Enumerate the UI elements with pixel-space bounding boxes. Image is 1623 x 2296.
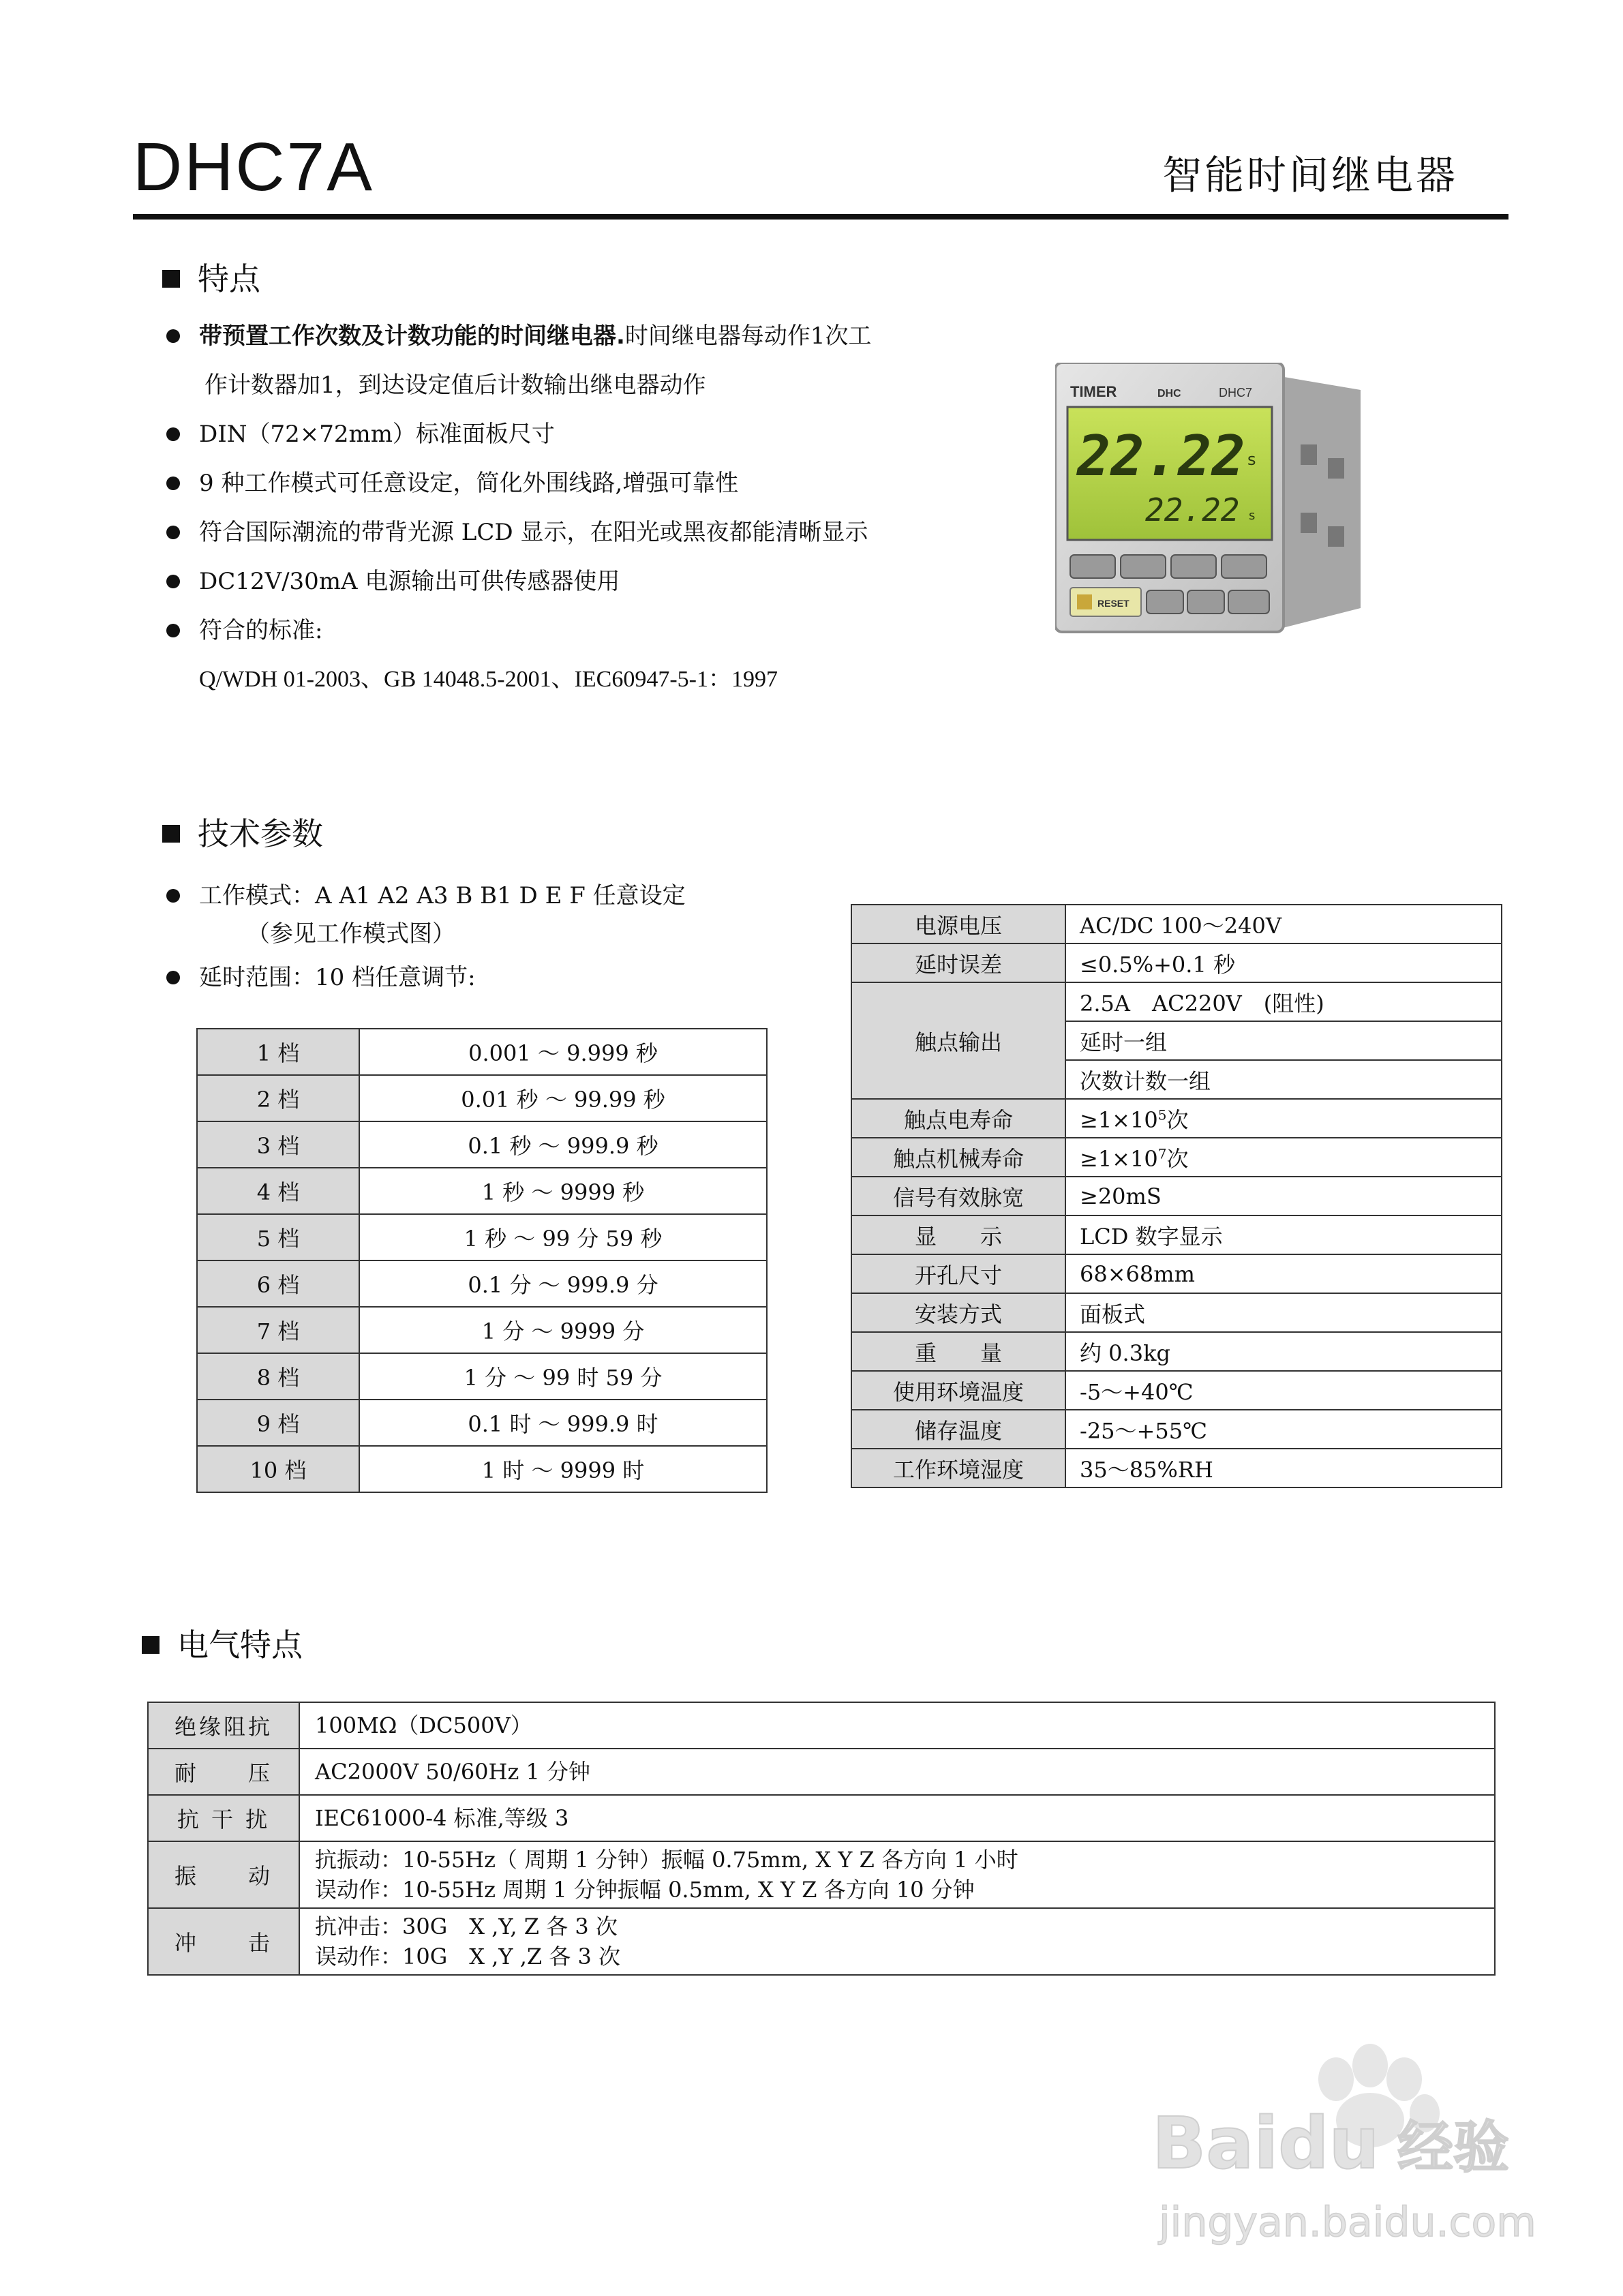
range-label: 3 档 [197,1121,359,1168]
bullet-dot-icon [166,329,180,343]
electrical-label: 抗 干 扰 [148,1795,299,1841]
feature-item-1-cont: 作计数器加1，到达设定值后计数输出继电器动作 [204,372,706,399]
range-row [197,1168,767,1214]
spec-row [851,1449,1502,1487]
header-divider [133,214,1508,220]
feature-item-2: DIN（72×72mm）标准面板尺寸 [199,421,555,448]
range-label: 2 档 [197,1075,359,1121]
spec-label: 储存温度 [851,1410,1065,1449]
reset-label: RESET [1097,598,1129,609]
range-row [197,1307,767,1353]
range-row [197,1446,767,1492]
range-value: 0.1 时 ～ 999.9 时 [359,1400,767,1446]
range-value: 0.1 秒 ～ 999.9 秒 [359,1121,767,1168]
device-model: DHC7 [1219,386,1253,399]
spec-row [851,1371,1502,1410]
electrical-value: IEC61000-4 标准,等级 3 [299,1795,1495,1841]
range-label: 10 档 [197,1446,359,1492]
spec-table [851,904,1502,1488]
spec-label: 安装方式 [851,1293,1065,1332]
range-row [197,1121,767,1168]
electrical-value: AC2000V 50/60Hz 1 分钟 [299,1749,1495,1795]
tech-heading [162,815,323,852]
features-heading [162,260,260,297]
range-value: 0.001 ～ 9.999 秒 [359,1029,767,1075]
bullet-dot-icon [166,477,180,490]
watermark-url: jingyan.baidu.com [1159,2199,1536,2246]
range-row [197,1400,767,1446]
range-label: 5 档 [197,1214,359,1260]
spec-value: $\ge 1\times 10^5$次 [1065,1099,1502,1138]
lcd-main-value: 22.22 [1077,424,1245,489]
range-value: 0.01 秒 ～ 99.99 秒 [359,1075,767,1121]
delay-range-table [196,1028,768,1493]
range-value: 1 秒 ～ 99 分 59 秒 [359,1214,767,1260]
electrical-heading [142,1629,303,1661]
range-row [197,1214,767,1260]
baidu-watermark [1132,2038,1541,2263]
bullet-dot-icon [166,526,180,539]
spec-value: 2.5A AC220V (阻性) [1065,982,1502,1021]
mode-note: （参见工作模式图） [247,920,455,948]
spec-value: -5～+40℃ [1065,1371,1502,1410]
spec-row [851,1254,1502,1293]
electrical-title: 电气特点 [177,1627,303,1663]
square-bullet-icon [162,825,180,843]
electrical-value: 抗冲击：30G X ,Y, Z 各 3 次 误动作：10G X ,Y ,Z 各 3 次 [299,1908,1495,1975]
spec-value: LCD 数字显示 [1065,1215,1502,1254]
spec-label: 信号有效脉宽 [851,1177,1065,1215]
feature-item-1: 带预置工作次数及计数功能的时间继电器.时间继电器每动作1次工 [199,322,872,350]
range-label: 4 档 [197,1168,359,1214]
square-bullet-icon [142,1636,160,1654]
bullet-dot-icon [166,889,180,903]
feature-item-4: 符合国际潮流的带背光源 LCD 显示，在阳光或黑夜都能清晰显示 [199,519,868,546]
spec-label: 使用环境温度 [851,1371,1065,1410]
spec-value: -25～+55℃ [1065,1410,1502,1449]
spec-label: 触点输出 [851,982,1065,1099]
spec-label: 电源电压 [851,905,1065,943]
electrical-label: 耐 压 [148,1749,299,1795]
feature-item-5: DC12V/30mA 电源输出可供传感器使用 [199,568,620,595]
electrical-label: 冲 击 [148,1908,299,1975]
electrical-row [148,1908,1495,1975]
spec-label: 触点电寿命 [851,1099,1065,1138]
spec-value: 35～85%RH [1065,1449,1502,1487]
spec-row [851,982,1502,1021]
spec-row [851,1215,1502,1254]
electrical-label: 绝缘阻抗 [148,1702,299,1749]
tech-title: 技术参数 [198,815,323,852]
spec-label: 重 量 [851,1332,1065,1371]
device-buttons-row-2 [1147,590,1269,614]
range-line: 延时范围：10 档任意调节: [199,964,476,991]
spec-row [851,1177,1502,1215]
range-row [197,1075,767,1121]
range-label: 8 档 [197,1353,359,1400]
electrical-row [148,1702,1495,1749]
range-value: 1 时 ～ 9999 时 [359,1446,767,1492]
bullet-dot-icon [166,624,180,637]
feature-item-6: 符合的标准: [199,617,323,644]
electrical-value: 100MΩ（DC500V） [299,1702,1495,1749]
range-row [197,1260,767,1307]
spec-value: ≥20mS [1065,1177,1502,1215]
lcd-sub-value: 22.22 [1145,492,1240,528]
spec-value: ≤0.5%+0.1 秒 [1065,943,1502,982]
bullet-dot-icon [166,575,180,588]
device-housing [1280,376,1361,629]
feature-item-3: 9 种工作模式可任意设定，简化外围线路,增强可靠性 [199,470,739,497]
spec-label: 显 示 [851,1215,1065,1254]
spec-value: 次数计数一组 [1065,1060,1502,1099]
lcd-main-unit: s [1247,450,1256,469]
spec-label: 延时误差 [851,943,1065,982]
spec-value: 延时一组 [1065,1021,1502,1060]
spec-row [851,1410,1502,1449]
spec-row [851,1332,1502,1371]
features-title: 特点 [198,260,260,297]
spec-value: 68×68mm [1065,1254,1502,1293]
spec-row [851,905,1502,943]
watermark-brand: Baidu [1152,2102,1380,2185]
bullet-dot-icon [166,427,180,441]
spec-row [851,1293,1502,1332]
range-row [197,1029,767,1075]
electrical-row [148,1841,1495,1908]
spec-value: 面板式 [1065,1293,1502,1332]
square-bullet-icon [162,270,180,288]
product-subtitle: 智能时间继电器 [1162,152,1459,198]
feature-item-6-cont: Q/WDH 01-2003、GB 14048.5-2001、IEC60947-5-1：1997 [199,667,778,692]
spec-value: AC/DC 100～240V [1065,905,1502,943]
range-label: 1 档 [197,1029,359,1075]
range-value: 1 分 ～ 99 时 59 分 [359,1353,767,1400]
spec-row [851,1099,1502,1138]
range-value: 1 分 ～ 9999 分 [359,1307,767,1353]
range-label: 7 档 [197,1307,359,1353]
electrical-label: 振 动 [148,1841,299,1908]
range-label: 9 档 [197,1400,359,1446]
watermark-cn: 经验 [1397,2115,1510,2180]
model-title: DHC7A [133,129,374,205]
spec-row [851,943,1502,982]
spec-label: 工作环境湿度 [851,1449,1065,1487]
device-brand: TIMER [1070,383,1117,400]
spec-row [851,1138,1502,1177]
spec-value: 约 0.3kg [1065,1332,1502,1371]
lcd-sub-unit: s [1249,509,1256,523]
range-value: 1 秒 ～ 9999 秒 [359,1168,767,1214]
spec-value: $\ge 1\times 10^7$次 [1065,1138,1502,1177]
electrical-table [147,1702,1496,1976]
mode-line: 工作模式：A A1 A2 A3 B B1 D E F 任意设定 [199,882,686,909]
spec-label: 开孔尺寸 [851,1254,1065,1293]
device-logo: DHC [1157,388,1181,399]
electrical-row [148,1795,1495,1841]
electrical-value: 抗振动：10-55Hz（ 周期 1 分钟）振幅 0.75mm, X Y Z 各方向 1 小时 误动作：10-55Hz 周期 1 分钟振幅 0.5mm, X Y Z 各方向 10 分钟 [299,1841,1495,1908]
bullet-dot-icon [166,971,180,984]
spec-label: 触点机械寿命 [851,1138,1065,1177]
electrical-row [148,1749,1495,1795]
range-row [197,1353,767,1400]
range-label: 6 档 [197,1260,359,1307]
range-value: 0.1 分 ～ 999.9 分 [359,1260,767,1307]
timer-device-image [1055,363,1369,637]
